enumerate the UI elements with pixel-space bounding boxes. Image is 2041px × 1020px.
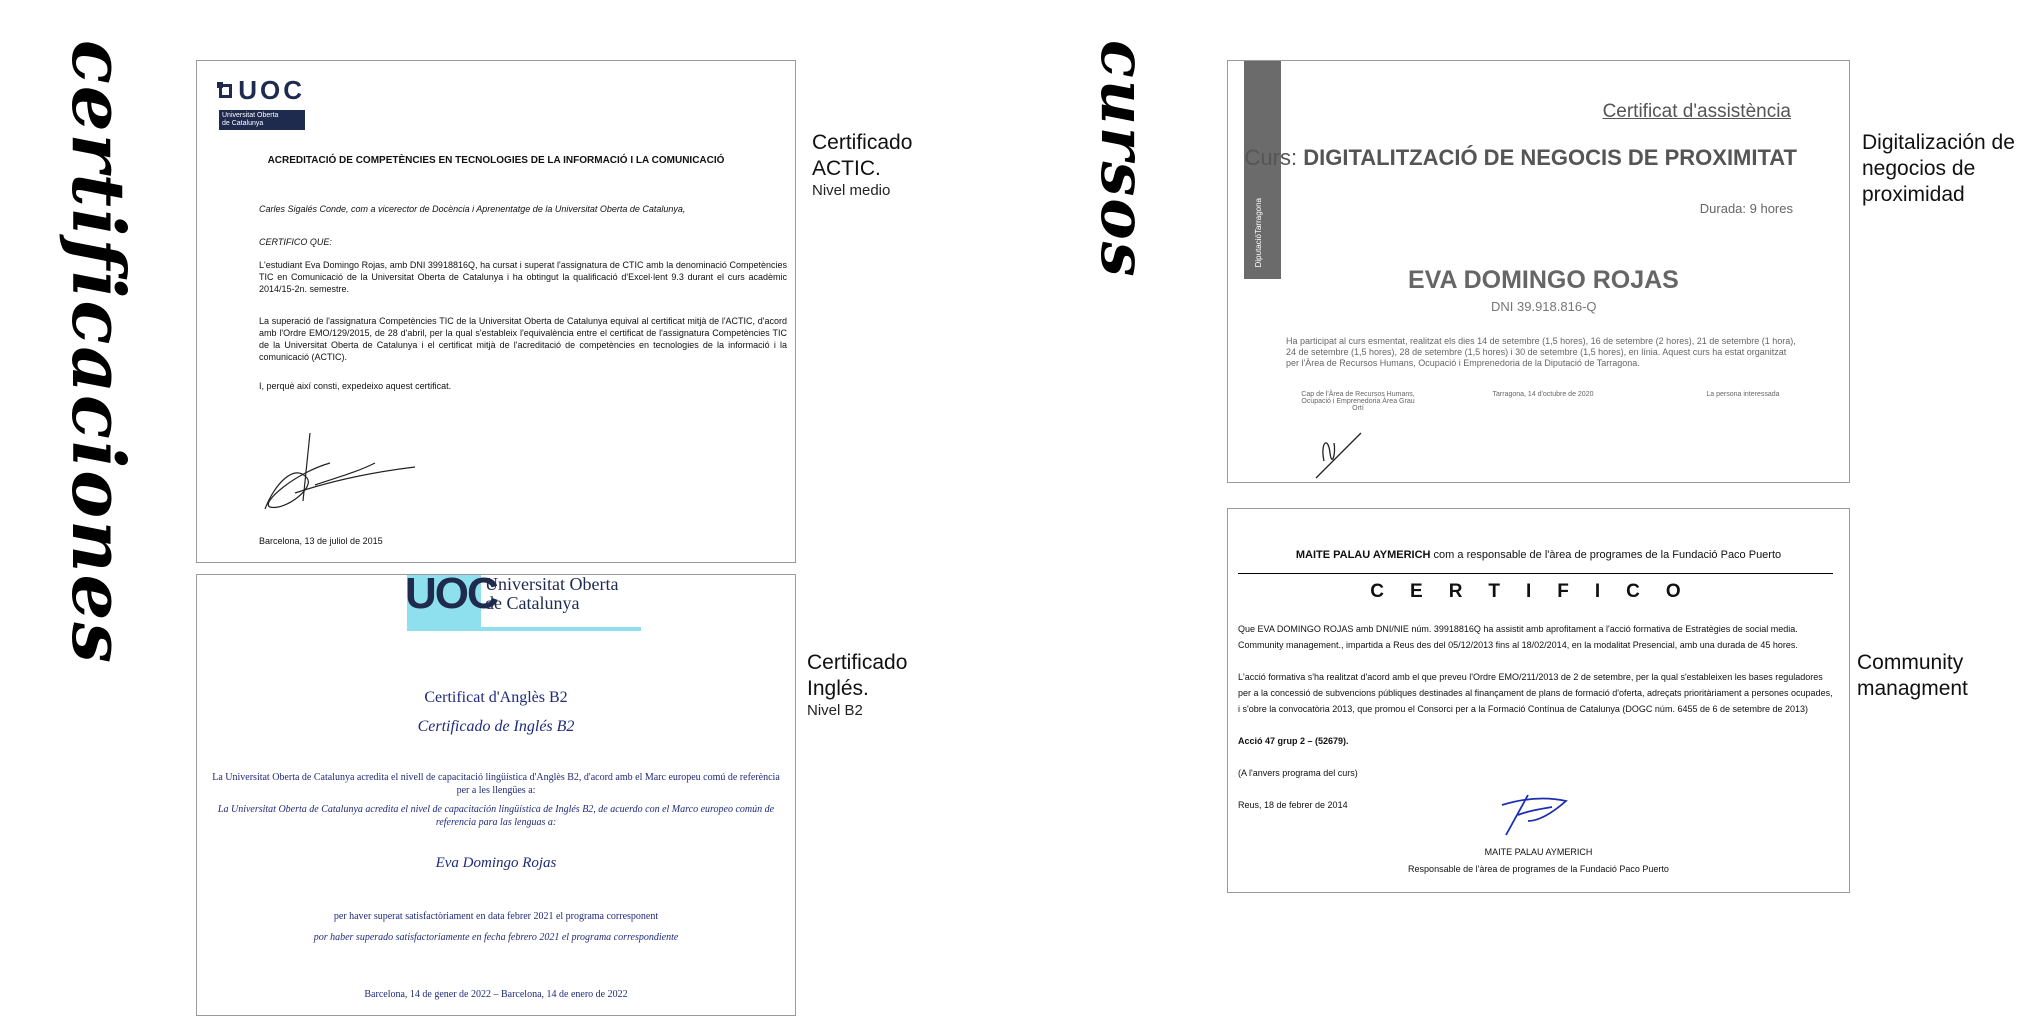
ingles-text-ca: La Universitat Oberta de Catalunya acredita el nivell de capacitació lingüística d'Anglès B2, d'acord amb el Marc europeu comú de referència per a les llengües a: bbox=[212, 772, 780, 796]
actic-date: Barcelona, 13 de juliol de 2015 bbox=[259, 536, 383, 546]
community-signer-role: Responsable de l'àrea de programes de la Fundació Paco Puerto bbox=[1408, 864, 1669, 874]
actic-para3: I, perquè així consti, expedeixo aquest certificat. bbox=[259, 381, 452, 391]
community-p4: (A l'anvers programa del curs) bbox=[1238, 768, 1358, 778]
digital-duration: Durada: 9 hores bbox=[1699, 201, 1793, 216]
section-title-certificaciones: certificaciones bbox=[56, 40, 141, 665]
ingles-text-es: La Universitat Oberta de Catalunya acredita el nivel de capacitación lingüística de Inglés B2, de acuerdo con el Marco europeo común de referencia para las lenguas a: bbox=[217, 804, 775, 828]
diputacio-logo-bar: DiputacióTarragona bbox=[1244, 61, 1281, 279]
digital-sign-left: Cap de l'Àrea de Recursos Humans, Ocupació i Emprenedoria Àrea Grau Ortí bbox=[1301, 391, 1415, 412]
caption-actic: Certificado ACTIC. Nivel medio bbox=[812, 131, 913, 199]
uoc-logo-word: UOC bbox=[238, 75, 305, 105]
digital-course: Curs: DIGITALITZACIÓ DE NEGOCIS DE PROXIMITAT bbox=[1244, 145, 1797, 170]
digital-heading: Certificat d'assistència bbox=[1602, 101, 1791, 122]
actic-certifico: CERTIFICO QUE: bbox=[259, 237, 332, 247]
caption-ingles: Certificado Inglés. Nivel B2 bbox=[807, 651, 908, 719]
caption-digital: Digitalización de negocios de proximidad bbox=[1862, 131, 2015, 206]
digital-sign-date: Tarragona, 14 d'octubre de 2020 bbox=[1492, 391, 1594, 398]
uoc-logo-band: Universitat Oberta de Catalunya bbox=[219, 110, 305, 130]
uoc-square-icon bbox=[219, 84, 232, 98]
community-p3: Acció 47 grup 2 – (52679). bbox=[1238, 736, 1349, 746]
digital-sign-right: La persona interessada bbox=[1706, 391, 1780, 398]
digital-body: Ha participat al curs esmentat, realitzat els dies 14 de setembre (1,5 hores), 16 de setembre (2 hores), 21 de setembre (1 hora), 24 de setembre (1,5 hores), 28 de setembre (1,5 hores) i 30 de setembre (1,5 hores), en línia. Aquest curs ha estat organitzat per l'Àrea de Recursos Humans, Ocupació i Emprenedoria de la Diputació de Tarragona. bbox=[1286, 336, 1796, 368]
digital-dni: DNI 39.918.816-Q bbox=[1491, 299, 1597, 314]
divider bbox=[1238, 573, 1833, 574]
community-head: MAITE PALAU AYMERICH com a responsable de l'àrea de programes de la Fundació Paco Puerto bbox=[1295, 549, 1782, 561]
actic-para1: L'estudiant Eva Domingo Rojas, amb DNI 39918816Q, ha cursat i superat l'assignatura de CTIC amb la denominació Competències TIC en Comunicació de la Universitat Oberta de Catalunya i ha obtingut la qualificació d'Excel·lent 9.3 durant el curs acadèmic 2014/15-2n. semestre. bbox=[259, 260, 787, 294]
actic-title: ACREDITACIÓ DE COMPETÈNCIES EN TECNOLOGIES DE LA INFORMACIÓ I LA COMUNICACIÓ bbox=[267, 155, 725, 166]
digital-name: EVA DOMINGO ROJAS bbox=[1408, 266, 1679, 294]
uoc-logo-large: UOC Universitat Oberta de Catalunya bbox=[407, 575, 641, 631]
caption-community: Community managment bbox=[1857, 651, 1968, 700]
signature-icon bbox=[1306, 413, 1366, 483]
certificate-community[interactable] bbox=[1227, 508, 1850, 893]
ingles-title-es: Certificado de Inglés B2 bbox=[417, 718, 575, 735]
signature-icon bbox=[255, 423, 425, 519]
ingles-title-ca: Certificat d'Anglès B2 bbox=[424, 689, 568, 706]
signature-icon bbox=[1498, 791, 1568, 839]
ingles-name: Eva Domingo Rojas bbox=[435, 855, 557, 871]
section-title-cursos: cursos bbox=[1087, 40, 1160, 279]
community-p2: L'acció formativa s'ha realitzat d'acord amb el que preveu l'Ordre EMO/211/2013 de 2 de setembre, per la qual s'estableixen les bases reguladores per a la concessió de subvencions públiques destinades al finançament de plans de formació d'oferta, adreçats prioritàriament a persones ocupades, i s'obre la convocatòria 2013, que promou el Consorci per a la Formació Contínua de Catalunya (DOGC núm. 6455 de 6 de setembre de 2013) bbox=[1238, 672, 1833, 714]
community-date: Reus, 18 de febrer de 2014 bbox=[1238, 800, 1348, 810]
community-signer: MAITE PALAU AYMERICH bbox=[1484, 847, 1593, 857]
community-p1: Que EVA DOMINGO ROJAS amb DNI/NIE núm. 39918816Q ha assistit amb aprofitament a l'acció formativa de Estratègies de social media. Community management., impartida a Reus des del 05/12/2013 fins al 18/02/2014, en la modalitat Presencial, amb una durada de 45 hores. bbox=[1238, 624, 1798, 650]
certificate-actic[interactable] bbox=[196, 60, 796, 563]
ingles-passed-ca: per haver superat satisfactòriament en data febrer 2021 el programa corresponent bbox=[333, 911, 659, 922]
actic-para2: La superació de l'assignatura Competències TIC de la Universitat Oberta de Catalunya equival al certificat mitjà de l'ACTIC, d'acord amb l'Ordre EMO/129/2015, de 28 d'abril, per la qual s'estableix l'equivalència entre el certificat de l'assignatura Competències TIC de la Universitat Oberta de Catalunya i el certificat mitjà de l'acreditació de competències en tecnologies de la informació i la comunicació (ACTIC). bbox=[259, 316, 787, 362]
ingles-date: Barcelona, 14 de gener de 2022 – Barcelona, 14 de enero de 2022 bbox=[364, 989, 628, 1000]
actic-intro: Carles Sigalés Conde, com a vicerector de Docència i Aprenentatge de la Universitat Oberta de Catalunya, bbox=[259, 204, 686, 214]
ingles-passed-es: por haber superado satisfactoriamente en fecha febrero 2021 el programa correspondiente bbox=[313, 932, 679, 943]
uoc-logo bbox=[219, 75, 305, 130]
certificate-digitalitzacio[interactable] bbox=[1227, 60, 1850, 483]
community-certifico: CERTIFICO bbox=[1370, 581, 1707, 602]
certificate-ingles[interactable] bbox=[196, 569, 796, 1016]
